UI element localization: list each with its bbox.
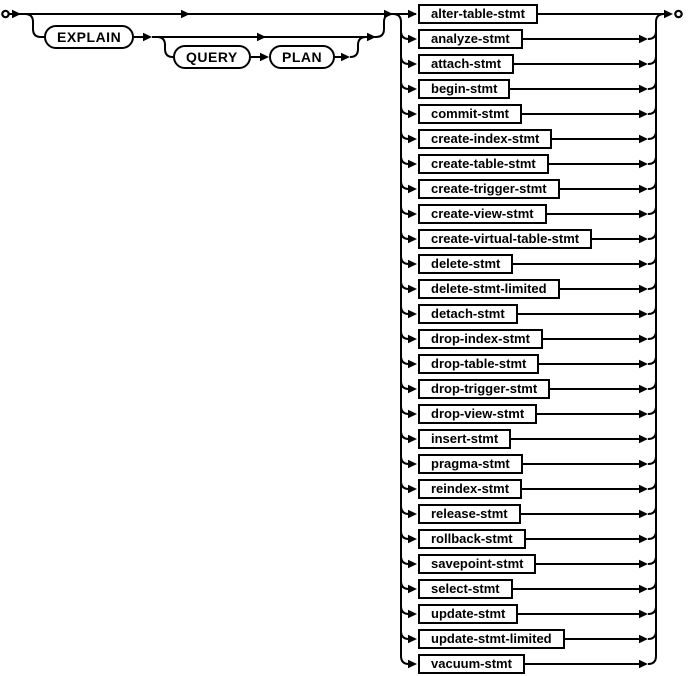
statement-label: update-stmt [431,606,506,621]
statement-label: delete-stmt-limited [431,281,547,296]
statement-label: pragma-stmt [431,456,510,471]
statement-label: insert-stmt [431,431,499,446]
statement-label: drop-view-stmt [431,406,525,421]
statement-box[interactable] [418,604,518,624]
statement-box[interactable] [418,504,521,524]
statement-label: delete-stmt [431,256,501,271]
keyword-explain-label: EXPLAIN [57,29,122,45]
statement-box[interactable] [418,529,526,549]
statement-label: begin-stmt [431,81,498,96]
statement-label: release-stmt [431,506,508,521]
statement-box[interactable] [418,354,539,374]
keyword-query [173,45,251,69]
statement-box[interactable] [418,579,513,599]
statement-label: drop-trigger-stmt [431,381,538,396]
statement-box[interactable] [418,304,518,324]
statement-box[interactable] [418,629,565,649]
statement-box[interactable] [418,479,522,499]
statement-box[interactable] [418,154,549,174]
statement-box[interactable] [418,379,550,399]
statement-box[interactable] [418,54,514,74]
statement-box[interactable] [418,104,522,124]
statement-label: rollback-stmt [431,531,513,546]
statement-box[interactable] [418,454,523,474]
keyword-query-label: QUERY [186,49,238,65]
statement-label: create-virtual-table-stmt [431,231,580,246]
statement-label: savepoint-stmt [431,556,524,571]
statement-box[interactable] [418,129,552,149]
statement-box[interactable] [418,404,537,424]
statement-box[interactable] [418,654,525,674]
statement-box[interactable] [418,179,560,199]
statement-box[interactable] [418,279,560,299]
statement-box[interactable] [418,554,536,574]
statement-box[interactable] [418,254,513,274]
keyword-plan [269,45,335,69]
keyword-explain [44,25,134,49]
statement-box[interactable] [418,79,510,99]
statement-label: alter-table-stmt [431,6,525,21]
keyword-plan-label: PLAN [282,49,323,65]
statement-box[interactable] [418,204,547,224]
statement-box[interactable] [418,229,592,249]
statement-label: drop-table-stmt [431,356,527,371]
statement-label: commit-stmt [431,106,510,121]
statement-box[interactable] [418,429,511,449]
statement-box[interactable] [418,329,543,349]
statement-label: create-index-stmt [431,131,540,146]
statement-label: create-trigger-stmt [431,181,547,196]
statement-label: reindex-stmt [431,481,510,496]
statement-label: create-table-stmt [431,156,536,171]
statement-label: create-view-stmt [431,206,534,221]
statement-label: vacuum-stmt [431,656,512,671]
statement-label: analyze-stmt [431,31,510,46]
statement-box[interactable] [418,4,538,24]
statement-label: drop-index-stmt [431,331,530,346]
statement-label: detach-stmt [431,306,505,321]
statement-box[interactable] [418,29,523,49]
statement-label: attach-stmt [431,56,502,71]
statement-label: update-stmt-limited [431,631,552,646]
statement-label: select-stmt [431,581,500,596]
